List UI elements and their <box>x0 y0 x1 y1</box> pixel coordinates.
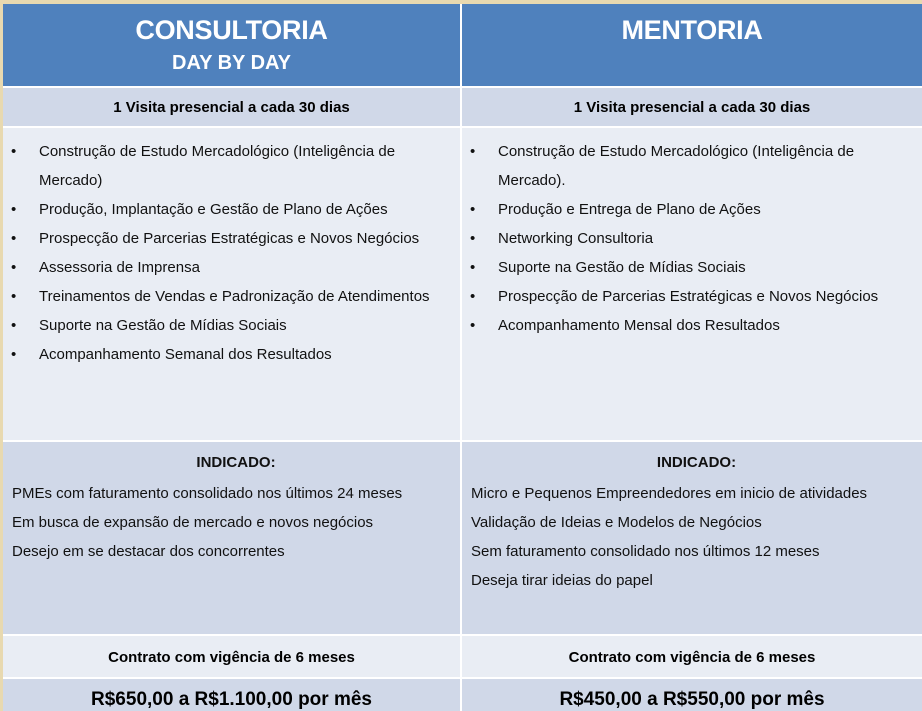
service-text: Suporte na Gestão de Mídias Sociais <box>39 317 287 334</box>
indicated-cell <box>3 442 460 634</box>
header-consultoria <box>3 4 460 86</box>
indicated-item: Validação de Ideias e Modelos de Negócios <box>471 514 762 531</box>
services-list <box>3 128 460 369</box>
price-cell: R$450,00 a R$550,00 por mês <box>462 679 922 711</box>
comparison-table <box>3 4 922 711</box>
header-mentoria <box>462 4 922 86</box>
service-text: Acompanhamento Mensal dos Resultados <box>498 317 780 334</box>
service-item <box>3 311 460 340</box>
indicated-label: INDICADO: <box>656 454 737 471</box>
services-row <box>3 128 922 440</box>
service-item <box>462 224 922 253</box>
indicated-item: Sem faturamento consolidado nos últimos 12 meses <box>471 543 820 560</box>
service-text: Construção de Estudo Mercadológico (Inteligência de Mercado). <box>498 143 855 189</box>
bullet-icon: • <box>11 201 17 218</box>
column-title: CONSULTORIA <box>135 15 328 45</box>
contract-row <box>3 636 922 677</box>
service-item <box>3 224 460 253</box>
service-item <box>462 195 922 224</box>
indicated-item: Em busca de expansão de mercado e novos negócios <box>12 514 374 531</box>
indicated-label: INDICADO: <box>196 454 276 471</box>
visits-row <box>3 88 922 126</box>
price-row <box>3 679 922 711</box>
bullet-icon: • <box>11 143 17 160</box>
column-title: MENTORIA <box>621 15 763 45</box>
service-text: Assessoria de Imprensa <box>39 259 200 276</box>
service-text: Prospecção de Parcerias Estratégicas e Novos Negócios <box>498 288 879 305</box>
service-item <box>462 253 922 282</box>
service-item <box>462 282 922 311</box>
service-item <box>3 137 460 195</box>
price-cell: R$650,00 a R$1.100,00 por mês <box>3 679 460 711</box>
service-item <box>3 195 460 224</box>
bullet-icon: • <box>11 346 17 363</box>
service-item <box>462 137 922 195</box>
visits-cell: 1 Visita presencial a cada 30 dias <box>3 88 460 126</box>
indicated-item: PMEs com faturamento consolidado nos últimos 24 meses <box>12 485 403 502</box>
bullet-icon: • <box>470 317 476 334</box>
service-item <box>462 311 922 340</box>
service-text: Produção e Entrega de Plano de Ações <box>498 201 761 218</box>
service-item <box>3 282 460 311</box>
bullet-icon: • <box>11 230 17 247</box>
indicated-row <box>3 442 922 634</box>
bullet-icon: • <box>11 259 17 276</box>
bullet-icon: • <box>470 288 476 305</box>
bullet-icon: • <box>470 201 476 218</box>
service-item <box>3 340 460 369</box>
indicated-item: Desejo em se destacar dos concorrentes <box>12 543 285 560</box>
indicated-item: Deseja tirar ideias do papel <box>471 572 653 589</box>
header-row <box>3 4 922 86</box>
service-text: Suporte na Gestão de Mídias Sociais <box>498 259 746 276</box>
service-text: Construção de Estudo Mercadológico (Inteligência de Mercado) <box>39 143 396 189</box>
visits-cell: 1 Visita presencial a cada 30 dias <box>462 88 922 126</box>
service-text: Networking Consultoria <box>498 230 654 247</box>
service-text: Treinamentos de Vendas e Padronização de Atendimentos <box>39 288 430 305</box>
services-cell <box>462 128 922 440</box>
indicated-item: Micro e Pequenos Empreendedores em inicio de atividades <box>471 485 868 502</box>
bullet-icon: • <box>11 317 17 334</box>
bullet-icon: • <box>11 288 17 305</box>
service-text: Prospecção de Parcerias Estratégicas e Novos Negócios <box>39 230 420 247</box>
service-text: Acompanhamento Semanal dos Resultados <box>39 346 332 363</box>
contract-cell: Contrato com vigência de 6 meses <box>3 636 460 677</box>
service-item <box>3 253 460 282</box>
service-text: Produção, Implantação e Gestão de Plano de Ações <box>39 201 388 218</box>
services-cell <box>3 128 460 440</box>
bullet-icon: • <box>470 259 476 276</box>
indicated-cell <box>462 442 922 634</box>
bullet-icon: • <box>470 143 476 160</box>
contract-cell: Contrato com vigência de 6 meses <box>462 636 922 677</box>
services-list <box>462 128 922 340</box>
bullet-icon: • <box>470 230 476 247</box>
column-subtitle: DAY BY DAY <box>172 52 291 74</box>
